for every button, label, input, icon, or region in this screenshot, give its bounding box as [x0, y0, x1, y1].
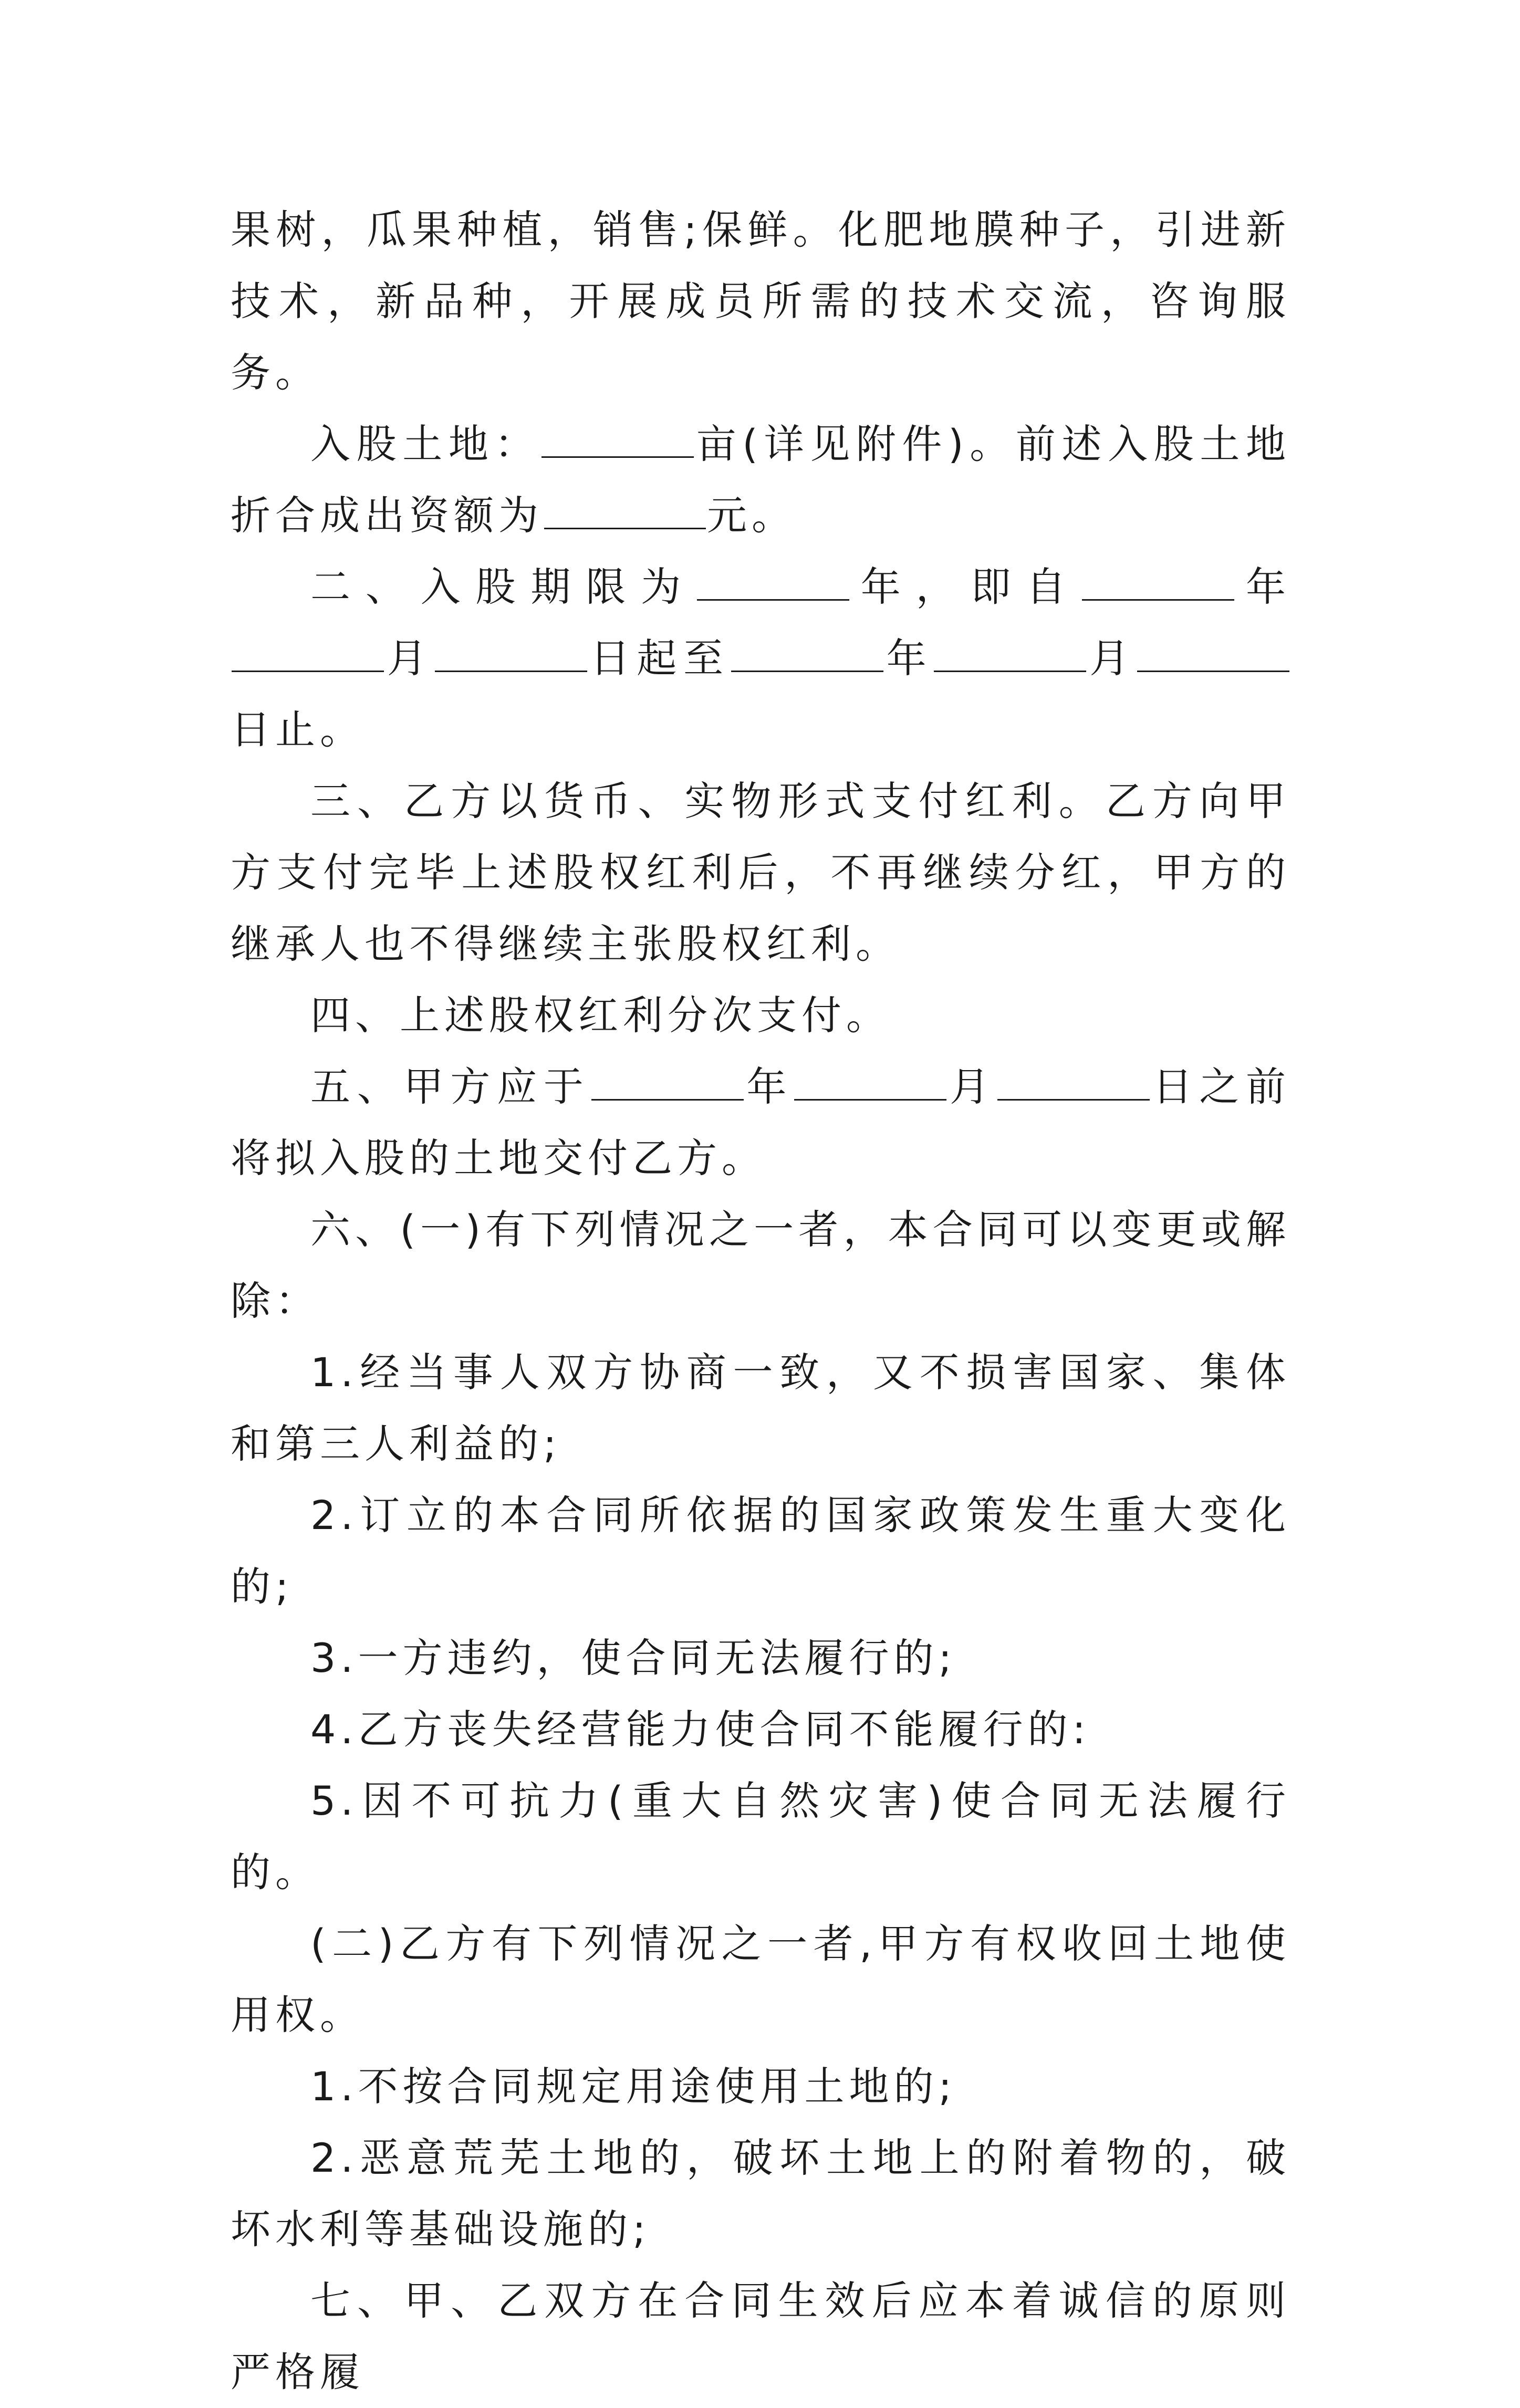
- fill-blank-years: [697, 563, 849, 601]
- paragraph-business-scope: [231, 194, 1290, 409]
- text-segment: 年: [1235, 563, 1291, 610]
- paragraph-dividend-installments: [231, 980, 1290, 1051]
- text-segment: 亩(详见附件)。前述入股土地折合成出资额为: [231, 421, 1290, 539]
- text-segment: 五、甲方应于: [310, 1063, 590, 1110]
- list-item: [231, 1480, 1290, 1622]
- fill-blank-delivery-day: [997, 1063, 1150, 1101]
- paragraph-land-share: [231, 409, 1290, 551]
- fill-blank-start-year: [1082, 563, 1234, 601]
- paragraph-clause-six-part-two: [231, 1908, 1290, 2051]
- fill-blank-start-day: [435, 635, 587, 672]
- list-item: [231, 1337, 1290, 1480]
- text-segment: 2.订立的本合同所依据的国家政策发生重大变化的;: [231, 1492, 1290, 1610]
- text-segment: 年: [884, 635, 933, 682]
- text-segment: 七、甲、乙双方在合同生效后应本着诚信的原则严格履: [231, 2277, 1290, 2395]
- text-segment: 2.恶意荒芜土地的，破坏土地上的附着物的，破坏水利等基础设施的;: [231, 2134, 1290, 2253]
- paragraph-term: [231, 551, 1290, 766]
- list-item: [231, 1694, 1290, 1765]
- fill-blank-delivery-year: [591, 1063, 744, 1101]
- text-segment: 日起至: [588, 635, 730, 682]
- text-segment: 年: [744, 1063, 794, 1110]
- list-item: [231, 2051, 1290, 2122]
- text-segment: 四、上述股权红利分次支付。: [310, 992, 891, 1039]
- list-item: [231, 1765, 1290, 1908]
- fill-blank-end-year: [731, 635, 883, 672]
- fill-blank-area: [542, 421, 694, 458]
- text-segment: 元。: [707, 492, 796, 539]
- text-segment: 日之前将拟入股的土地交付乙方。: [231, 1063, 1291, 1181]
- paragraph-clause-seven: [231, 2265, 1290, 2408]
- text-segment: 日止。: [231, 706, 365, 753]
- text-segment: 1.经当事人双方协商一致，又不损害国家、集体和第三人利益的;: [231, 1349, 1290, 1467]
- fill-blank-start-month: [232, 635, 384, 672]
- fill-blank-end-month: [934, 635, 1086, 672]
- paragraph-clause-six-heading: [231, 1194, 1290, 1337]
- text-segment: 二、入股期限为: [310, 563, 696, 610]
- fill-blank-amount: [544, 492, 706, 529]
- text-segment: 月: [948, 1063, 996, 1110]
- document-body: [231, 194, 1290, 2408]
- text-segment: 月: [1087, 635, 1137, 682]
- list-item: [231, 1622, 1290, 1694]
- text-segment: 3.一方违约，使合同无法履行的;: [310, 1635, 957, 1681]
- list-item: [231, 2122, 1290, 2265]
- text-segment: 5.因不可抗力(重大自然灾害)使合同无法履行的。: [231, 1777, 1290, 1896]
- fill-blank-delivery-month: [794, 1063, 946, 1101]
- fill-blank-end-day: [1137, 635, 1289, 672]
- text-segment: 三、乙方以货币、实物形式支付红利。乙方向甲方支付完毕上述股权红利后，不再继续分红，甲方的继承人也不得继续主张股权红利。: [231, 778, 1290, 967]
- text-segment: (二)乙方有下列情况之一者,甲方有权收回土地使用权。: [231, 1920, 1290, 2038]
- text-segment: 果树，瓜果种植，销售;保鲜。化肥地膜种子，引进新技术，新品种，开展成员所需的技术交流，咨询服务。: [231, 206, 1290, 396]
- text-segment: 1.不按合同规定用途使用土地的;: [310, 2063, 957, 2110]
- paragraph-dividend-form: [231, 766, 1290, 980]
- text-segment: 年，即自: [850, 563, 1081, 610]
- text-segment: 月: [385, 635, 434, 682]
- text-segment: 入股土地：: [310, 421, 541, 467]
- text-segment: 4.乙方丧失经营能力使合同不能履行的:: [310, 1706, 1091, 1753]
- paragraph-land-delivery: [231, 1051, 1290, 1194]
- text-segment: 六、(一)有下列情况之一者，本合同可以变更或解除：: [231, 1206, 1290, 1324]
